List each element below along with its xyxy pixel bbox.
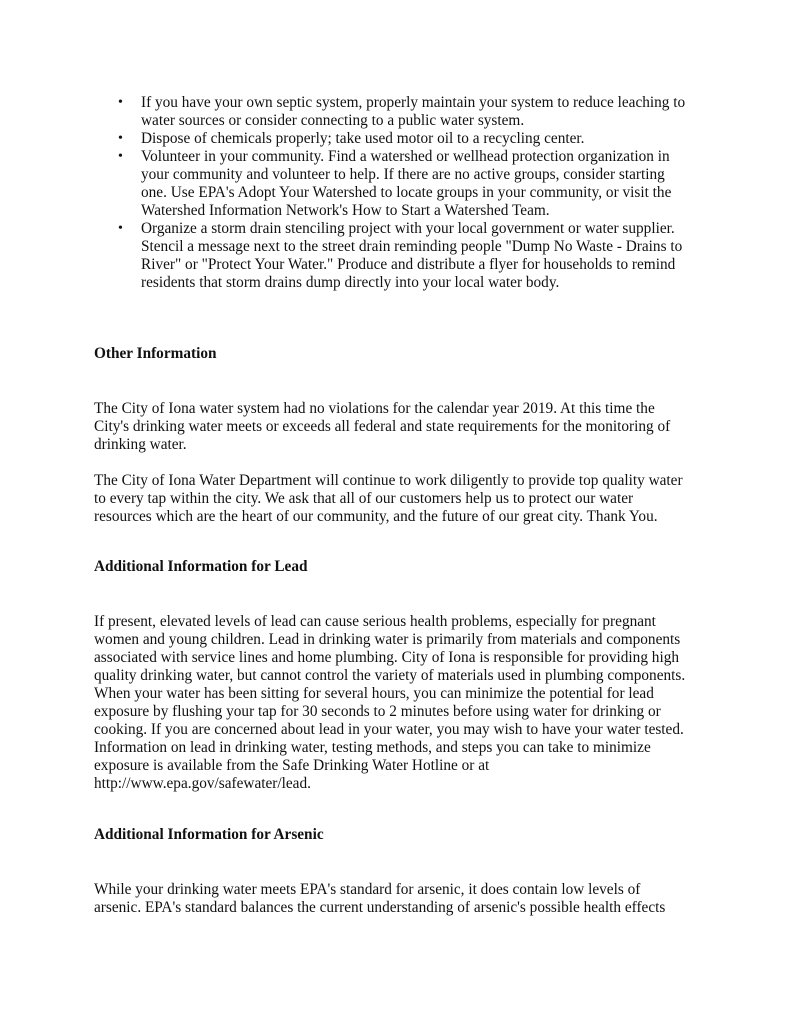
epa-lead-url: http://www.epa.gov/safewater/lead. [94, 775, 311, 792]
paragraph-line: If present, elevated levels of lead can cause serious health problems, especially for pregnant [94, 613, 656, 630]
paragraph-line: quality drinking water, but cannot control the variety of materials used in plumbing components. [94, 667, 686, 684]
paragraph-line: The City of Iona water system had no violations for the calendar year 2019. At this time the [94, 400, 655, 417]
paragraph-line: exposure by flushing your tap for 30 seconds to 2 minutes before using water for drinking or [94, 703, 661, 720]
paragraph-line: exposure is available from the Safe Drinking Water Hotline or at [94, 757, 490, 774]
paragraph-line: When your water has been sitting for several hours, you can minimize the potential for lead [94, 685, 654, 702]
paragraph-line: The City of Iona Water Department will continue to work diligently to provide top quality water [94, 472, 683, 489]
list-item-line: residents that storm drains dump directly into your local water body. [141, 274, 560, 291]
list-item-line: Stencil a message next to the street drain reminding people "Dump No Waste - Drains to [141, 238, 683, 255]
bullet-marker: • [118, 149, 123, 164]
bullet-marker: • [118, 221, 123, 236]
paragraph-line: arsenic. EPA's standard balances the current understanding of arsenic's possible health effects [94, 899, 666, 916]
list-item-line: If you have your own septic system, properly maintain your system to reduce leaching to [141, 94, 686, 111]
paragraph-line: cooking. If you are concerned about lead in your water, you may wish to have your water tested. [94, 721, 684, 738]
paragraph-line: women and young children. Lead in drinking water is primarily from materials and components [94, 631, 681, 648]
paragraph-line: Information on lead in drinking water, testing methods, and steps you can take to minimize [94, 739, 651, 756]
list-item-line: your community and volunteer to help. If there are no active groups, consider starting [141, 166, 665, 183]
list-item-line: River" or "Protect Your Water." Produce and distribute a flyer for households to remind [141, 256, 676, 273]
list-item-line: Watershed Information Network's How to Start a Watershed Team. [141, 202, 550, 219]
list-item-line: Organize a storm drain stenciling project with your local government or water supplier. [141, 220, 675, 237]
list-item-line: one. Use EPA's Adopt Your Watershed to locate groups in your community, or visit the [141, 184, 672, 201]
bullet-marker: • [118, 131, 123, 146]
paragraph-line: associated with service lines and home plumbing. City of Iona is responsible for providing high [94, 649, 680, 666]
paragraph-line: drinking water. [94, 436, 187, 453]
paragraph-line: to every tap within the city. We ask that all of our customers help us to protect our water [94, 490, 634, 507]
list-item-line: Dispose of chemicals properly; take used motor oil to a recycling center. [141, 130, 585, 147]
bullet-marker: • [118, 95, 123, 110]
paragraph-line: resources which are the heart of our community, and the future of our great city. Thank You. [94, 508, 658, 525]
list-item-line: Volunteer in your community. Find a watershed or wellhead protection organization in [141, 148, 670, 165]
section-heading: Additional Information for Lead [94, 558, 308, 575]
section-heading: Additional Information for Arsenic [94, 826, 324, 843]
section-heading: Other Information [94, 345, 217, 362]
list-item-line: water sources or consider connecting to a public water system. [141, 112, 525, 129]
paragraph-line: While your drinking water meets EPA's standard for arsenic, it does contain low levels of [94, 881, 641, 898]
paragraph-line: City's drinking water meets or exceeds all federal and state requirements for the monitoring of [94, 418, 671, 435]
